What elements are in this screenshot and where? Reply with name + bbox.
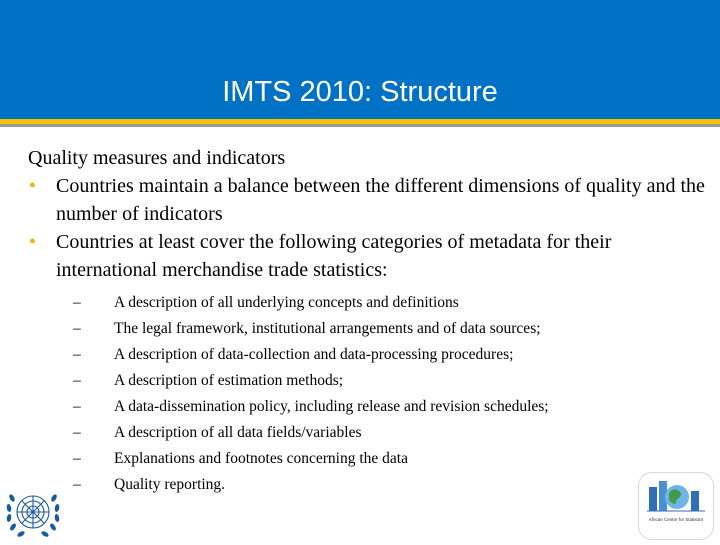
dash-marker: – — [73, 398, 81, 415]
sub-item-text: A description of data-collection and data-processing procedures; — [114, 346, 514, 363]
bullet-item — [28, 172, 708, 228]
sub-item — [56, 420, 708, 446]
dash-marker: – — [73, 346, 81, 363]
sub-item — [56, 394, 708, 420]
sub-item — [56, 446, 708, 472]
sub-item-text: A description of all underlying concepts and definitions — [114, 294, 459, 311]
dash-marker: – — [73, 372, 81, 389]
bullet-item — [28, 228, 708, 498]
section-heading: Quality measures and indicators — [28, 147, 286, 169]
bullet-text: Countries maintain a balance between the different dimensions of quality and the number of indicators — [56, 175, 705, 225]
gray-divider — [0, 124, 720, 127]
trade-logo-caption: African Centre for Statistics — [648, 517, 704, 522]
slide-body — [28, 144, 708, 498]
sub-item-text: A data-dissemination policy, including release and revision schedules; — [114, 398, 549, 415]
dash-marker: – — [73, 450, 81, 467]
un-emblem-icon — [4, 484, 62, 540]
sub-item — [56, 472, 708, 498]
bullet-marker: • — [29, 175, 37, 197]
sub-item-text: Quality reporting. — [114, 476, 226, 493]
metadata-sub-list — [56, 290, 708, 498]
sub-item-text: A description of estimation methods; — [114, 372, 344, 389]
sub-item — [56, 342, 708, 368]
slide-title: IMTS 2010: Structure — [222, 76, 498, 108]
sub-item-text: Explanations and footnotes concerning the data — [114, 450, 408, 467]
bullet-marker: • — [29, 231, 37, 253]
dash-marker: – — [73, 476, 81, 493]
dash-marker: – — [73, 294, 81, 311]
dash-marker: – — [73, 320, 81, 337]
dash-marker: – — [73, 424, 81, 441]
sub-item-text: A description of all data fields/variables — [114, 424, 362, 441]
trade-globe-icon — [638, 472, 714, 540]
sub-item — [56, 290, 708, 316]
sub-item-text: The legal framework, institutional arrangements and of data sources; — [114, 320, 541, 337]
sub-item — [56, 316, 708, 342]
bullet-list — [28, 172, 708, 498]
sub-item — [56, 368, 708, 394]
bullet-text: Countries at least cover the following categories of metadata for their international merchandise trade statistics: — [56, 231, 612, 281]
